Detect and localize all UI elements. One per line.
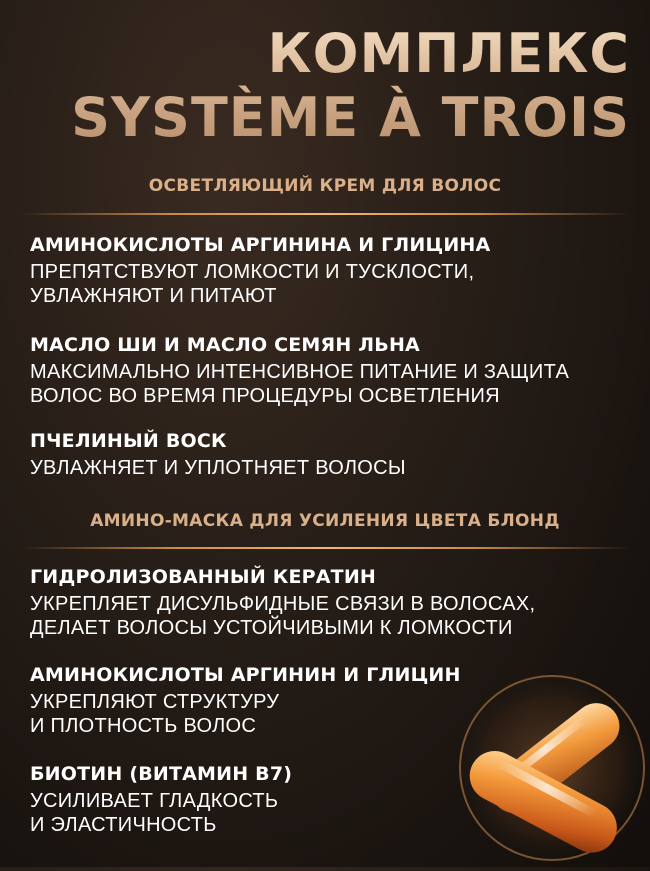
ingredient-title: БИОТИН (ВИТАМИН B7) (30, 763, 293, 785)
description-line: УКРЕПЛЯЮТ СТРУКТУРУ (30, 691, 280, 713)
ingredient-description (30, 360, 630, 408)
ingredient-title: АМИНОКИСЛОТЫ АРГИНИН И ГЛИЦИН (30, 664, 461, 686)
description-line: УСИЛИВАЕТ ГЛАДКОСТЬ (30, 790, 279, 812)
ingredient-title: ГИДРОЛИЗОВАННЫЙ КЕРАТИН (30, 566, 377, 588)
description-line: ВОЛОС ВО ВРЕМЯ ПРОЦЕДУРЫ ОСВЕТЛЕНИЯ (30, 385, 500, 407)
description-line: И ЭЛАСТИЧНОСТЬ (30, 814, 217, 836)
ingredient-title: АМИНОКИСЛОТЫ АРГИНИНА И ГЛИЦИНА (30, 234, 491, 256)
description-line: УВЛАЖНЯЮТ И ПИТАЮТ (30, 285, 277, 307)
description-line: УВЛАЖНЯЕТ И УПЛОТНЯЕТ ВОЛОСЫ (30, 457, 406, 479)
orange-capsules-icon (442, 660, 650, 867)
ingredient-description (30, 592, 630, 640)
ingredient-title: МАСЛО ШИ И МАСЛО СЕМЯН ЛЬНА (30, 334, 420, 356)
page-title (71, 22, 630, 150)
section-heading-cream: ОСВЕТЛЯЮЩИЙ КРЕМ ДЛЯ ВОЛОС (148, 176, 502, 196)
page-title-line-1: КОМПЛЕКС (267, 22, 630, 85)
ingredient-item (30, 233, 630, 308)
page-title-line-2: SYSTÈME À TROIS (71, 86, 630, 149)
section-divider-2 (20, 547, 630, 549)
description-line: ПРЕПЯТСТВУЮТ ЛОМКОСТИ И ТУСКЛОСТИ, (30, 261, 475, 283)
section-divider-1 (20, 213, 630, 215)
section-heading-mask: АМИНО-МАСКА ДЛЯ УСИЛЕНИЯ ЦВЕТА БЛОНД (90, 511, 560, 531)
description-line: МАКСИМАЛЬНО ИНТЕНСИВНОЕ ПИТАНИЕ И ЗАЩИТА (30, 361, 570, 383)
ingredient-item (30, 429, 630, 480)
description-line: ДЕЛАЕТ ВОЛОСЫ УСТОЙЧИВЫМИ К ЛОМКОСТИ (30, 617, 513, 639)
ingredient-description (30, 456, 630, 480)
ingredient-item (30, 565, 630, 640)
description-line: И ПЛОТНОСТЬ ВОЛОС (30, 715, 257, 737)
ingredient-description (30, 260, 630, 308)
description-line: УКРЕПЛЯЕТ ДИСУЛЬФИДНЫЕ СВЯЗИ В ВОЛОСАХ, (30, 593, 536, 615)
ingredient-title: ПЧЕЛИНЫЙ ВОСК (30, 430, 227, 452)
ingredient-item (30, 333, 630, 408)
